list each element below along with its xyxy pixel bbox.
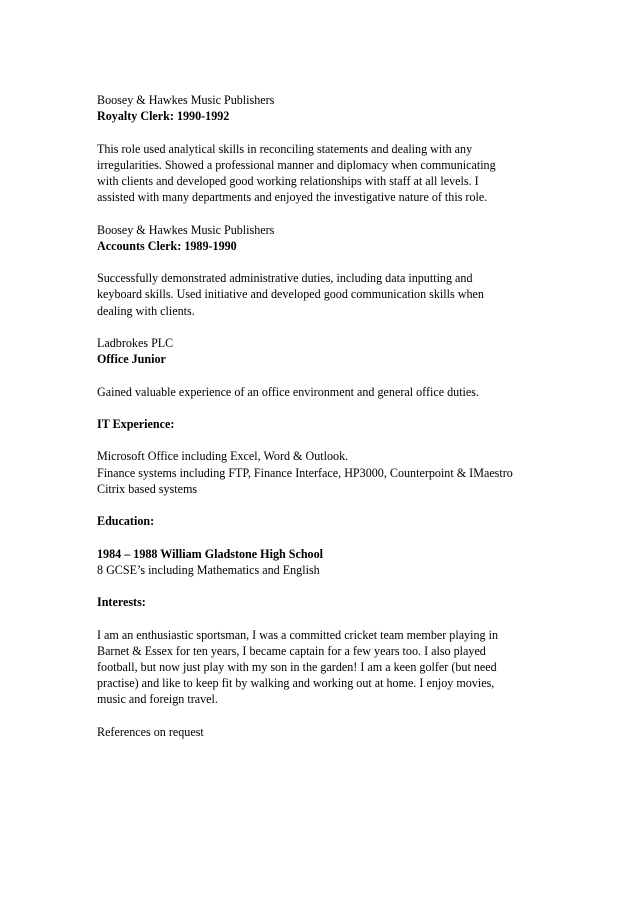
interests-line: Barnet & Essex for ten years, I became captain for a few years too. I also played [97,643,486,658]
section-heading-it-experience [97,416,537,432]
spacer [97,319,537,335]
heading-text: Interests: [97,595,146,610]
it-experience-body [97,448,537,497]
heading-text: Education: [97,514,155,529]
spacer [97,367,537,383]
job-title [97,351,537,367]
job-company-text: Ladbrokes PLC [97,335,174,350]
education-detail-text: 8 GCSE’s including Mathematics and English [97,562,320,577]
job-description-line: This role used analytical skills in reconciling statements and dealing with any [97,141,473,156]
job-description-line: Successfully demonstrated administrative duties, including data inputting and [97,271,473,286]
resume-page [97,92,537,740]
job-company-text: Boosey & Hawkes Music Publishers [97,222,275,237]
interests-line: music and foreign travel. [97,692,218,707]
job-company [97,222,537,238]
spacer [97,254,537,270]
interests-line: practise) and like to keep fit by walking and working out at home. I enjoy movies, [97,676,495,691]
job-title [97,108,537,124]
spacer [97,124,537,140]
spacer [97,400,537,416]
job-description-line: keyboard skills. Used initiative and developed good communication skills when [97,287,484,302]
job-title-text: Office Junior [97,352,166,367]
education-detail [97,562,537,578]
job-description [97,270,537,319]
spacer [97,432,537,448]
job-company-text: Boosey & Hawkes Music Publishers [97,93,275,107]
job-title [97,238,537,254]
education-school-text: 1984 – 1988 William Gladstone High School [97,546,324,561]
spacer [97,497,537,513]
job-description [97,141,537,206]
job-description-line: Gained valuable experience of an office environment and general office duties. [97,384,480,399]
job-description-line: dealing with clients. [97,303,195,318]
interests-body [97,627,537,708]
job-description-line: with clients and developed good working relationships with staff at all levels. I [97,174,479,188]
job-description-line: assisted with many departments and enjoyed the investigative nature of this role. [97,190,488,205]
job-company [97,335,537,351]
it-experience-line: Microsoft Office including Excel, Word & Outlook. [97,449,349,464]
job-company [97,92,537,108]
it-experience-line: Finance systems including FTP, Finance Interface, HP3000, Counterpoint & IMaestro [97,465,513,480]
references-note [97,724,537,740]
spacer [97,205,537,221]
references-text: References on request [97,724,204,739]
spacer [97,529,537,545]
it-experience-line: Citrix based systems [97,481,198,496]
spacer [97,610,537,626]
interests-line: I am an enthusiastic sportsman, I was a committed cricket team member playing in [97,627,498,642]
spacer [97,578,537,594]
heading-text: IT Experience: [97,416,175,431]
interests-line: football, but now just play with my son in the garden! I am a keen golfer (but need [97,659,497,674]
job-title-text: Royalty Clerk: 1990-1992 [97,109,230,124]
job-title-text: Accounts Clerk: 1989-1990 [97,238,237,253]
job-description-line: irregularities. Showed a professional manner and diplomacy when communicating [97,157,496,172]
section-heading-education [97,513,537,529]
spacer [97,708,537,724]
job-description [97,384,537,400]
section-heading-interests [97,594,537,610]
education-school [97,546,537,562]
